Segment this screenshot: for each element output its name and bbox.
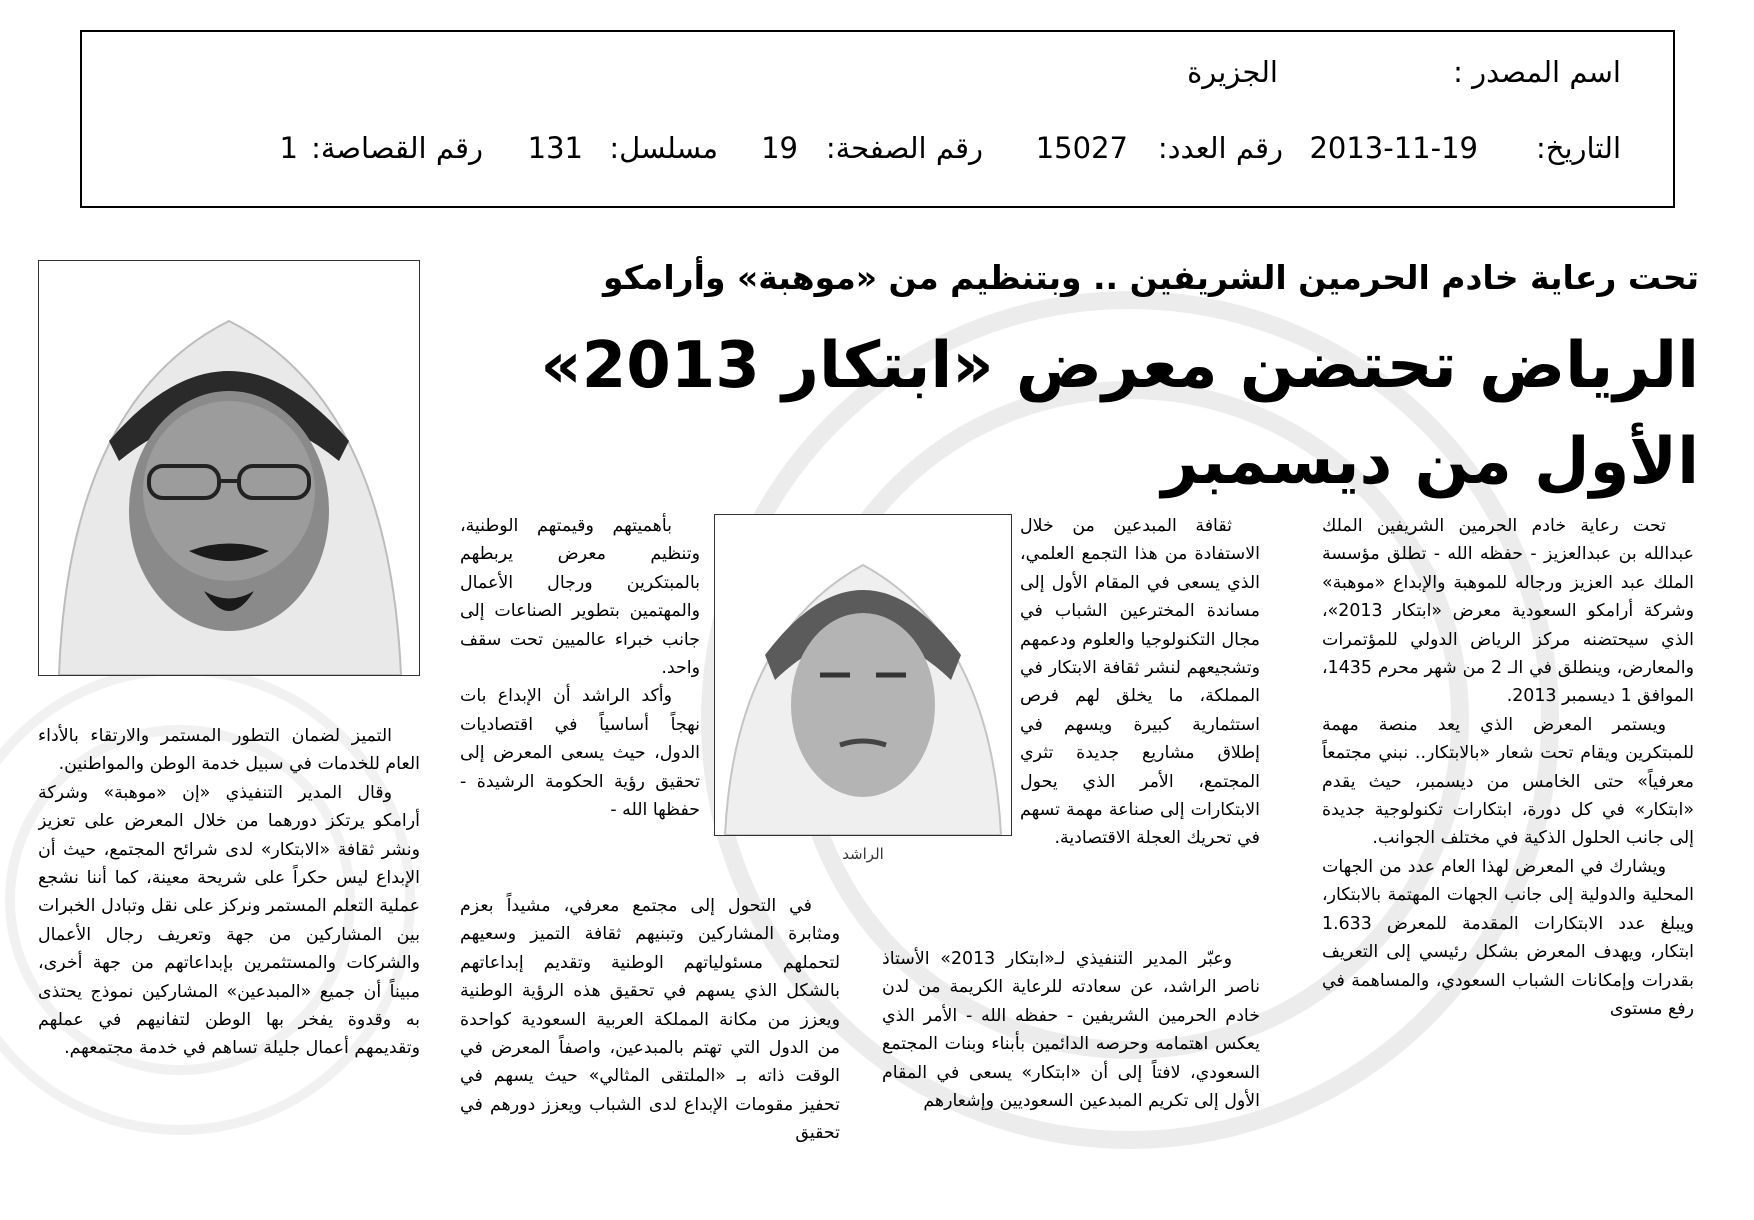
- column-1-paragraph: ويستمر المعرض الذي يعد منصة مهمة للمبتكرين ويقام تحت شعار «بالابتكار.. نبني مجتمعاً معرفياً» حتى الخامس من ديسمبر، حيث يقدم «ابتكار» في كل دورة، ابتكارات تكنولوجية جديدة إلى جانب الحلول الذكية في مختلف الجوانب.: [1322, 714, 1694, 849]
- column-3-paragraph: وأكد الراشد أن الإبداع بات نهجاً أساسياً في اقتصاديات الدول، حيث يسعى المعرض إلى تحقيق رؤية الحكومة الرشيدة - حفظها الله -: [460, 686, 700, 821]
- page-label: رقم الصفحة:: [825, 131, 983, 165]
- column-4-paragraph: وقال المدير التنفيذي «إن «موهبة» وشركة أرامكو يرتكز دورهما من خلال المعرض على تعزيز ونشر ثقافة «الابتكار» لدى شرائح المجتمع، حيث أن الإبداع ليس حكراً على شريحة معينة، كما أننا نشجع عملية التعلم المستمر ونركز على نقل وتبادل الخبرات بين المشاركين من جهة وتعريف رجال الأعمال والشركات والمستثمرين بإبداعاتهم من جهة أخرى، مبيناً أن جميع «المبدعين» المشاركين نموذج يحتذى به وقدوة يفخر بها الوطن لتفانيهم في عملهم وتقديمهم أعمال جليلة تساهم في خدمة مجتمعهم.: [38, 782, 420, 1059]
- serial-label: مسلسل:: [609, 131, 718, 165]
- clipping-metadata-box: [80, 30, 1675, 208]
- column-2-paragraph: ثقافة المبدعين من خلال الاستفادة من هذا التجمع العلمي، الذي يسعى في المقام الأول إلى مساندة المخترعين الشباب في مجال التكنولوجيا والعلوم ودعمهم وتشجيعهم لنشر ثقافة الابتكار في المملكة، ما يخلق لهم فرص استثمارية كبيرة ويسهم في إطلاق مشاريع جديدة تثري المجتمع، الأمر الذي يحول الابتكارات إلى صناعة مهمة تسهم في تحريك العجلة الاقتصادية.: [1020, 516, 1260, 849]
- serial-value: 131: [527, 131, 583, 165]
- issue-value: 15027: [1035, 131, 1128, 165]
- portrait-illustration: [39, 261, 419, 675]
- photo-caption: الراشد: [842, 845, 884, 863]
- clip-value: 1: [279, 131, 298, 165]
- clip-label: رقم القصاصة:: [311, 131, 483, 165]
- column-1-paragraph: ويشارك في المعرض لهذا العام عدد من الجهات المحلية والدولية إلى جانب الجهات المهتمة بالابتكار، ويبلغ عدد الابتكارات المقدمة للمعرض 1.633 ابتكار، ويهدف المعرض بشكل رئيسي إلى التعريف بقدرات وإمكانات الشباب السعودي، والمساهمة في رفع مستوى: [1322, 856, 1694, 1019]
- date-label: التاريخ:: [1535, 131, 1621, 165]
- rashed-portrait-photo: [714, 514, 1012, 836]
- article-column-3-upper: [460, 512, 700, 887]
- page-value: 19: [761, 131, 798, 165]
- column-2-paragraph: وعبّر المدير التنفيذي لـ«ابتكار 2013» الأستاذ ناصر الراشد، عن سعادته للرعاية الكريمة من لدن خادم الحرمين الشريفين - حفظه الله - الأمر الذي يعكس اهتمامه وحرصه الدائمين بأبناء وبنات المجتمع السعودي، لافتاً إلى أن «ابتكار» يسعى في المقام الأول إلى تكريم المبدعين السعوديين وإشعارهم: [882, 949, 1260, 1112]
- article-column-2-lower: [882, 945, 1260, 1187]
- source-value: الجزيرة: [1187, 55, 1278, 89]
- issue-label: رقم العدد:: [1157, 131, 1283, 165]
- article-column-3-lower: [460, 892, 840, 1187]
- portrait-illustration: [715, 515, 1011, 835]
- column-3-paragraph: في التحول إلى مجتمع معرفي، مشيداً بعزم ومثابرة المشاركين وتبنيهم ثقافة التميز وسعيهم لتحملهم مسئولياتهم الوطنية وتقديم إبداعاتهم بالشكل الذي يسهم في تحقيق هذه الرؤية الوطنية ويعزز من مكانة المملكة العربية السعودية كواحدة من الدول التي تهتم بالمبدعين، واصفاً المعرض في الوقت ذاته بـ «الملتقى المثالي» حيث يسهم في تحفيز مقومات الإبداع لدى الشباب ويعزز دورهم في تحقيق: [460, 896, 840, 1144]
- date-value: 2013-11-19: [1309, 131, 1478, 165]
- headline-line-2: الأول من ديسمبر: [1161, 425, 1699, 499]
- source-label: اسم المصدر :: [1453, 55, 1621, 89]
- article-column-4: [38, 722, 420, 1187]
- article-kicker: تحت رعاية خادم الحرمين الشريفين .. وبتنظيم من «موهبة» وأرامكو: [603, 258, 1699, 297]
- column-1-paragraph: تحت رعاية خادم الحرمين الشريفين الملك عبدالله بن عبدالعزيز - حفظه الله - تطلق مؤسسة الملك عبد العزيز ورجاله للموهبة والإبداع «موهبة» وشركة أرامكو السعودية معرض «ابتكار 2013»، الذي سيحتضنه مركز الرياض الدولي للمؤتمرات والمعارض، وينطلق في الـ 2 من شهر محرم 1435، الموافق 1 ديسمبر 2013.: [1322, 516, 1694, 707]
- column-4-paragraph: التميز لضمان التطور المستمر والارتقاء بالأداء العام للخدمات في سبيل خدمة الوطن والمواطنين.: [38, 726, 420, 775]
- article-column-1: [1322, 512, 1694, 1187]
- column-3-paragraph: بأهميتهم وقيمتهم الوطنية، وتنظيم معرض يربطهم بالمبتكرين ورجال الأعمال والمهتمين بتطوير الصناعات إلى جانب خبراء عالميين تحت سقف واحد.: [460, 516, 700, 679]
- headline-line-1: الرياض تحتضن معرض «ابتكار 2013»: [540, 329, 1699, 403]
- king-portrait-photo: [38, 260, 420, 676]
- article-column-2-upper: [1020, 512, 1260, 932]
- article-headline: [499, 318, 1699, 510]
